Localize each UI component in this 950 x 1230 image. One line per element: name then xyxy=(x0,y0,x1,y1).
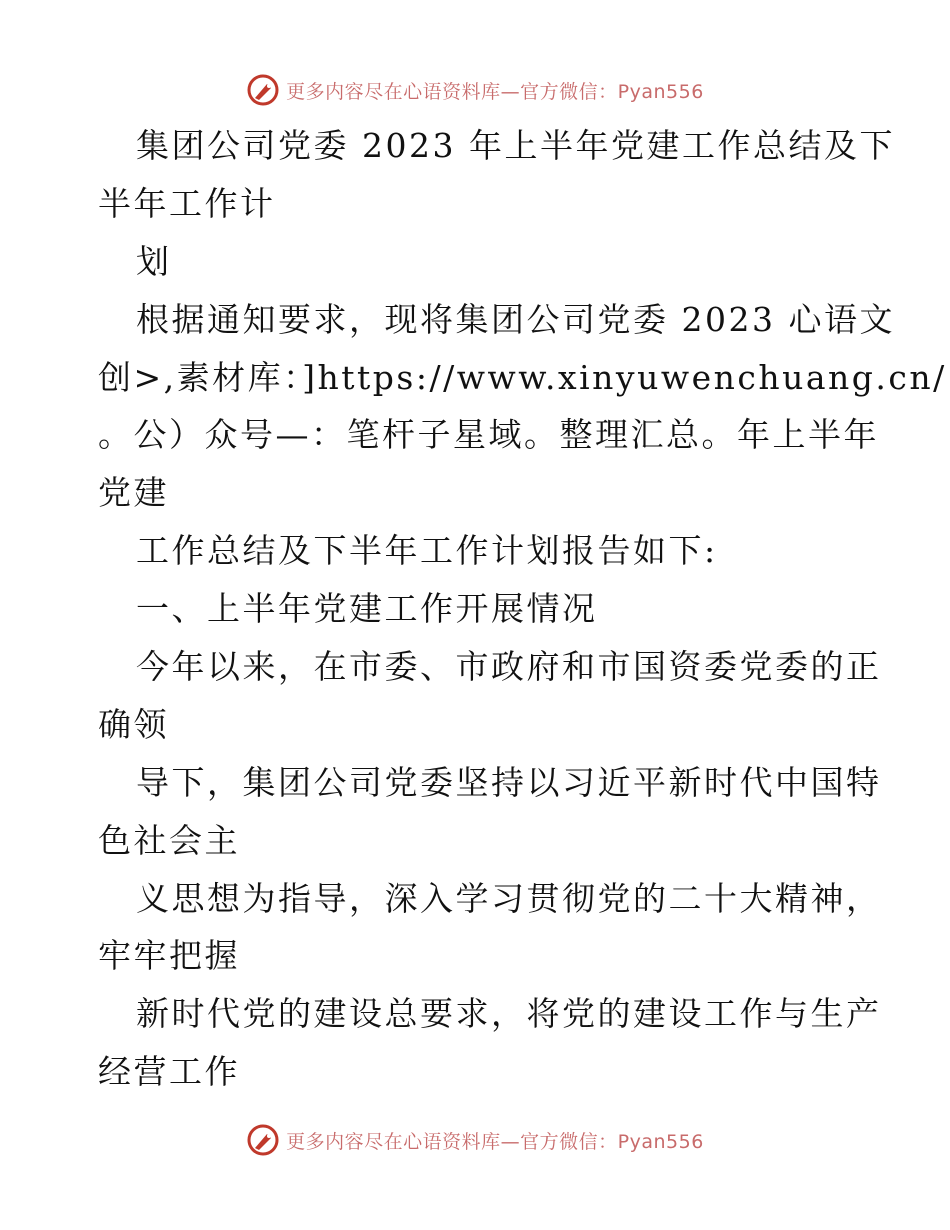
title-line-1: 集团公司党委 2023 年上半年党建工作总结及下 xyxy=(136,126,895,165)
footer-banner-text: 更多内容尽在心语资料库—官方微信：Pyan556 xyxy=(286,1130,704,1153)
paragraph-line: 经营工作 xyxy=(98,1052,240,1092)
paragraph-line: 今年以来，在市委、市政府和市国资委党委的正 xyxy=(136,647,882,687)
pen-nib-logo-icon xyxy=(246,73,280,107)
paragraph-line: 。公）众号—：笔杆子星域。整理汇总。年上半年 xyxy=(98,415,879,455)
paragraph-line: 色社会主 xyxy=(98,820,240,860)
header-watermark-banner xyxy=(0,70,950,110)
paragraph-line: 创>,素材库：]https://www.xinyuwenchuang.cn/ xyxy=(98,357,947,397)
header-banner-text: 更多内容尽在心语资料库—官方微信：Pyan556 xyxy=(286,80,704,103)
paragraph-line: 确领 xyxy=(98,704,169,744)
paragraph-line: 工作总结及下半年工作计划报告如下: xyxy=(136,531,718,571)
title-line-3: 划 xyxy=(136,241,172,281)
document-body xyxy=(98,117,947,1101)
paragraph-line: 党建 xyxy=(98,473,169,513)
paragraph-line: 新时代党的建设总要求，将党的建设工作与生产 xyxy=(136,994,882,1034)
paragraph-line: 根据通知要求，现将集团公司党委 2023 心语文 xyxy=(136,299,895,339)
pen-nib-logo-icon xyxy=(246,1123,280,1157)
paragraph-line: 义思想为指导，深入学习贯彻党的二十大精神， xyxy=(136,878,882,918)
footer-watermark-banner xyxy=(0,1120,950,1160)
paragraph-line: 牢牢把握 xyxy=(98,936,240,976)
title-line-2: 半年工作计 xyxy=(98,183,276,223)
paragraph-line: 导下，集团公司党委坚持以习近平新时代中国特 xyxy=(136,762,882,802)
section-heading: 一、上半年党建工作开展情况 xyxy=(136,589,598,629)
